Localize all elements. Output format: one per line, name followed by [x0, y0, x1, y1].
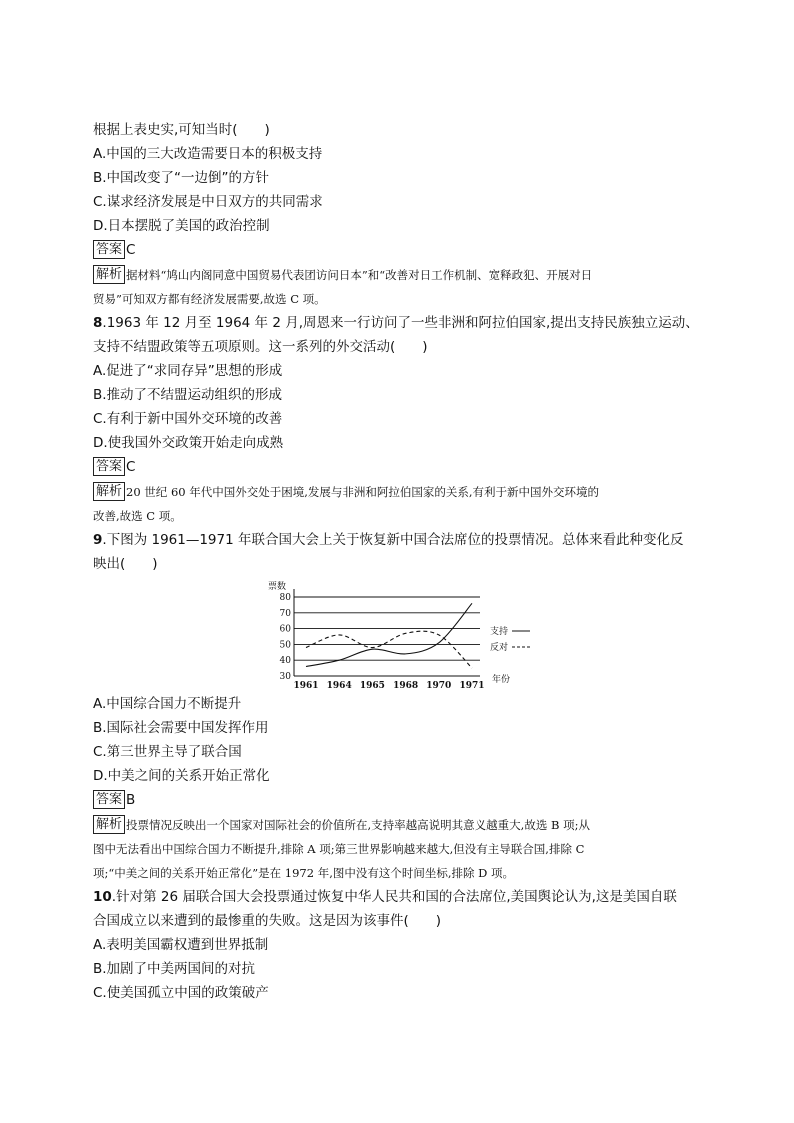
- vote-chart: [264, 580, 534, 692]
- x-tick-label: 1968: [393, 681, 419, 691]
- q10-stem-line-2: 合国成立以来遭到的最惨重的失败。这是因为该事件( ): [93, 913, 442, 929]
- q7-option-a: A.中国的三大改造需要日本的积极支持: [93, 146, 323, 162]
- legend-label: 支持: [490, 627, 509, 637]
- answer-tag: 答案: [93, 240, 125, 259]
- y-tick-label: 30: [279, 672, 291, 682]
- q8-option-b: B.推动了不结盟运动组织的形成: [93, 387, 283, 403]
- y-tick-label: 80: [279, 593, 291, 603]
- q7-option-c: C.谋求经济发展是中日双方的共同需求: [93, 194, 323, 210]
- x-tick-label: 1970: [426, 681, 452, 691]
- x-tick-label: 1964: [326, 681, 352, 691]
- q7-answer: C: [126, 242, 136, 258]
- q9-explanation-line-2: 图中无法看出中国综合国力不断提升,排除 A 项;第三世界影响越来越大,但没有主导联合国,排除 C: [93, 842, 585, 856]
- q9-explanation-text-1: 投票情况反映出一个国家对国际社会的价值所在,支持率越高说明其意义越重大,故选 B 项;从: [126, 818, 590, 832]
- x-axis-label: 年份: [492, 675, 511, 685]
- q8-option-a: A.促进了“求同存异”思想的形成: [93, 363, 283, 379]
- x-tick-label: 1965: [359, 681, 385, 691]
- q7-explanation-line-1: [93, 263, 703, 287]
- y-tick-label: 40: [279, 656, 291, 667]
- answer-tag: 答案: [93, 457, 125, 476]
- q10-option-c: C.使美国孤立中国的政策破产: [93, 985, 269, 1001]
- q9-explanation-line-3: 项;“中美之间的关系开始正常化”是在 1972 年,图中没有这个时间坐标,排除 D 项。: [93, 866, 515, 880]
- q8-explanation-line-1: [93, 480, 703, 504]
- q9-explanation-line-1: [93, 813, 703, 837]
- q9-answer: B: [126, 792, 136, 808]
- q8-number: 8: [93, 315, 103, 331]
- x-tick-label: 1971: [459, 681, 485, 691]
- q10-number: 10: [93, 889, 112, 905]
- q10-stem-text-1: .针对第 26 届联合国大会投票通过恢复中华人民共和国的合法席位,美国舆论认为,这是美国自联: [111, 889, 677, 905]
- y-tick-label: 50: [279, 640, 291, 651]
- q9-stem-line-2: 映出( ): [93, 556, 158, 572]
- explanation-tag: 解析: [93, 482, 125, 501]
- q10-option-a: A.表明美国霸权遭到世界抵制: [93, 937, 269, 953]
- q9-option-d: D.中美之间的关系开始正常化: [93, 768, 270, 784]
- y-tick-label: 60: [279, 624, 291, 635]
- q10-stem-line-1: [93, 885, 703, 909]
- explanation-tag: 解析: [93, 265, 125, 284]
- q7-explanation-text-1: 据材料“鸠山内阁同意中国贸易代表团访问日本”和“改善对日工作机制、宽释政犯、开展对日: [126, 268, 593, 282]
- q9-number: 9: [93, 532, 103, 548]
- q9-option-c: C.第三世界主导了联合国: [93, 744, 242, 760]
- y-axis-label: 票数: [268, 582, 287, 592]
- q8-stem-text-1: .1963 年 12 月至 1964 年 2 月,周恩来一行访问了一些非洲和阿拉伯国家,提出支持民族独立运动、: [102, 315, 699, 331]
- y-tick-label: 70: [279, 608, 291, 619]
- q7-option-b: B.中国改变了“一边倒”的方针: [93, 170, 270, 186]
- q8-answer-row: [93, 455, 703, 479]
- q9-stem-text-1: .下图为 1961—1971 年联合国大会上关于恢复新中国合法席位的投票情况。总体来看此种变化反: [102, 532, 684, 548]
- q8-explanation-text-1: 20 世纪 60 年代中国外交处于困境,发展与非洲和阿拉伯国家的关系,有利于新中国外交环境的: [126, 485, 600, 499]
- q9-option-b: B.国际社会需要中国发挥作用: [93, 720, 269, 736]
- q8-answer: C: [126, 459, 136, 475]
- q9-answer-row: [93, 788, 703, 812]
- q7-answer-row: [93, 238, 703, 262]
- q7-stem: 根据上表史实,可知当时( ): [93, 122, 270, 138]
- answer-tag: 答案: [93, 790, 125, 809]
- x-tick-label: 1961: [293, 681, 319, 691]
- q10-option-b: B.加剧了中美两国间的对抗: [93, 961, 256, 977]
- q7-explanation-line-2: 贸易”可知双方都有经济发展需要,故选 C 项。: [93, 292, 326, 306]
- document-page: [93, 118, 703, 1005]
- vote-chart-svg: [264, 580, 534, 692]
- q8-explanation-line-2: 改善,故选 C 项。: [93, 509, 182, 523]
- q7-option-d: D.日本摆脱了美国的政治控制: [93, 218, 270, 234]
- q9-option-a: A.中国综合国力不断提升: [93, 696, 242, 712]
- q9-stem-line-1: [93, 528, 703, 552]
- q8-stem-line-1: [93, 311, 703, 335]
- legend-label: 反对: [490, 643, 509, 653]
- q8-option-d: D.使我国外交政策开始走向成熟: [93, 435, 284, 451]
- explanation-tag: 解析: [93, 815, 125, 834]
- q8-stem-line-2: 支持不结盟政策等五项原则。这一系列的外交活动( ): [93, 339, 428, 355]
- q8-option-c: C.有利于新中国外交环境的改善: [93, 411, 283, 427]
